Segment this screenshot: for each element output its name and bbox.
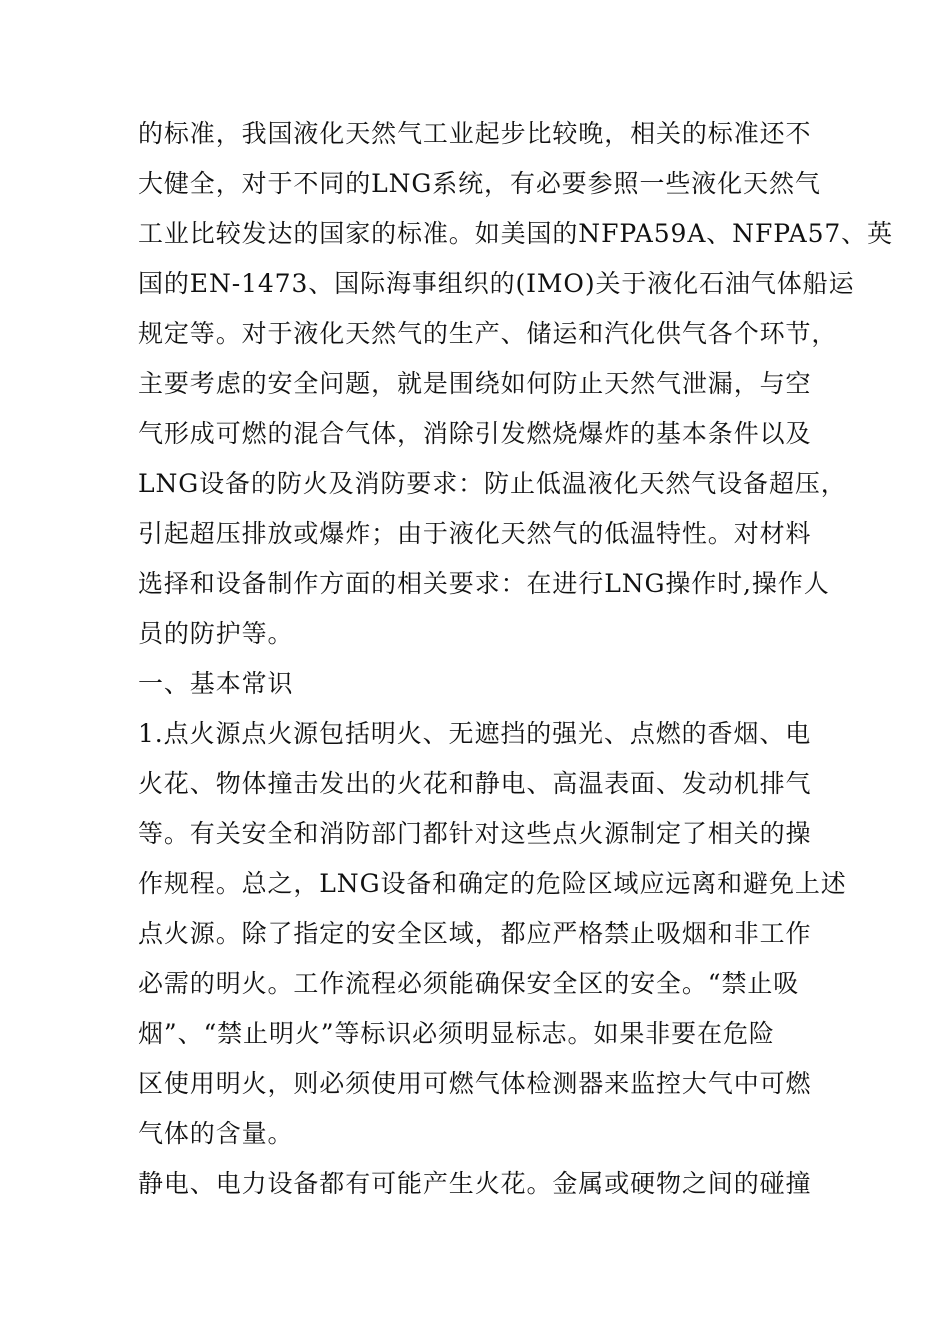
paragraph-line: 气体的含量。 <box>138 1119 294 1148</box>
paragraph-line: 规定等。对于液化天然气的生产、储运和汽化供气各个环节， <box>138 319 838 348</box>
paragraph-line: 气形成可燃的混合气体，消除引发燃烧爆炸的基本条件以及 <box>138 419 812 448</box>
paragraph-line: 员的防护等。 <box>138 619 294 648</box>
paragraph-line: 工业比较发达的国家的标准。如美国的NFPA59A、NFPA57、英 <box>138 219 893 248</box>
paragraph-line: 烟”、“禁止明火”等标识必须明显标志。如果非要在危险 <box>138 1019 775 1048</box>
paragraph-line: 静电、电力设备都有可能产生火花。金属或硬物之间的碰撞 <box>138 1169 812 1198</box>
paragraph-line: 选择和设备制作方面的相关要求：在进行LNG操作时,操作人 <box>138 569 830 598</box>
paragraph-line: 主要考虑的安全问题，就是围绕如何防止天然气泄漏，与空 <box>138 369 812 398</box>
paragraph-line: 引起超压排放或爆炸；由于液化天然气的低温特性。对材料 <box>138 519 812 548</box>
paragraph-line: 作规程。总之，LNG设备和确定的危险区域应远离和避免上述 <box>138 869 847 898</box>
paragraph-line: 的标准，我国液化天然气工业起步比较晚，相关的标准还不 <box>138 119 812 148</box>
paragraph-line: 点火源。除了指定的安全区域，都应严格禁止吸烟和非工作 <box>138 919 812 948</box>
paragraph-line: 国的EN-1473、国际海事组织的(IMO)关于液化石油气体船运 <box>138 269 855 298</box>
section-heading: 一、基本常识 <box>138 669 294 698</box>
paragraph-line: 区使用明火，则必须使用可燃气体检测器来监控大气中可燃 <box>138 1069 812 1098</box>
paragraph-line: 1.点火源点火源包括明火、无遮挡的强光、点燃的香烟、电 <box>138 719 812 748</box>
paragraph-line: LNG设备的防火及消防要求：防止低温液化天然气设备超压， <box>138 469 847 498</box>
paragraph-line: 大健全，对于不同的LNG系统，有必要参照一些液化天然气 <box>138 169 821 198</box>
paragraph-line: 火花、物体撞击发出的火花和静电、高温表面、发动机排气 <box>138 769 812 798</box>
paragraph-line: 必需的明火。工作流程必须能确保安全区的安全。“禁止吸 <box>138 969 800 998</box>
paragraph-line: 等。有关安全和消防部门都针对这些点火源制定了相关的操 <box>138 819 812 848</box>
